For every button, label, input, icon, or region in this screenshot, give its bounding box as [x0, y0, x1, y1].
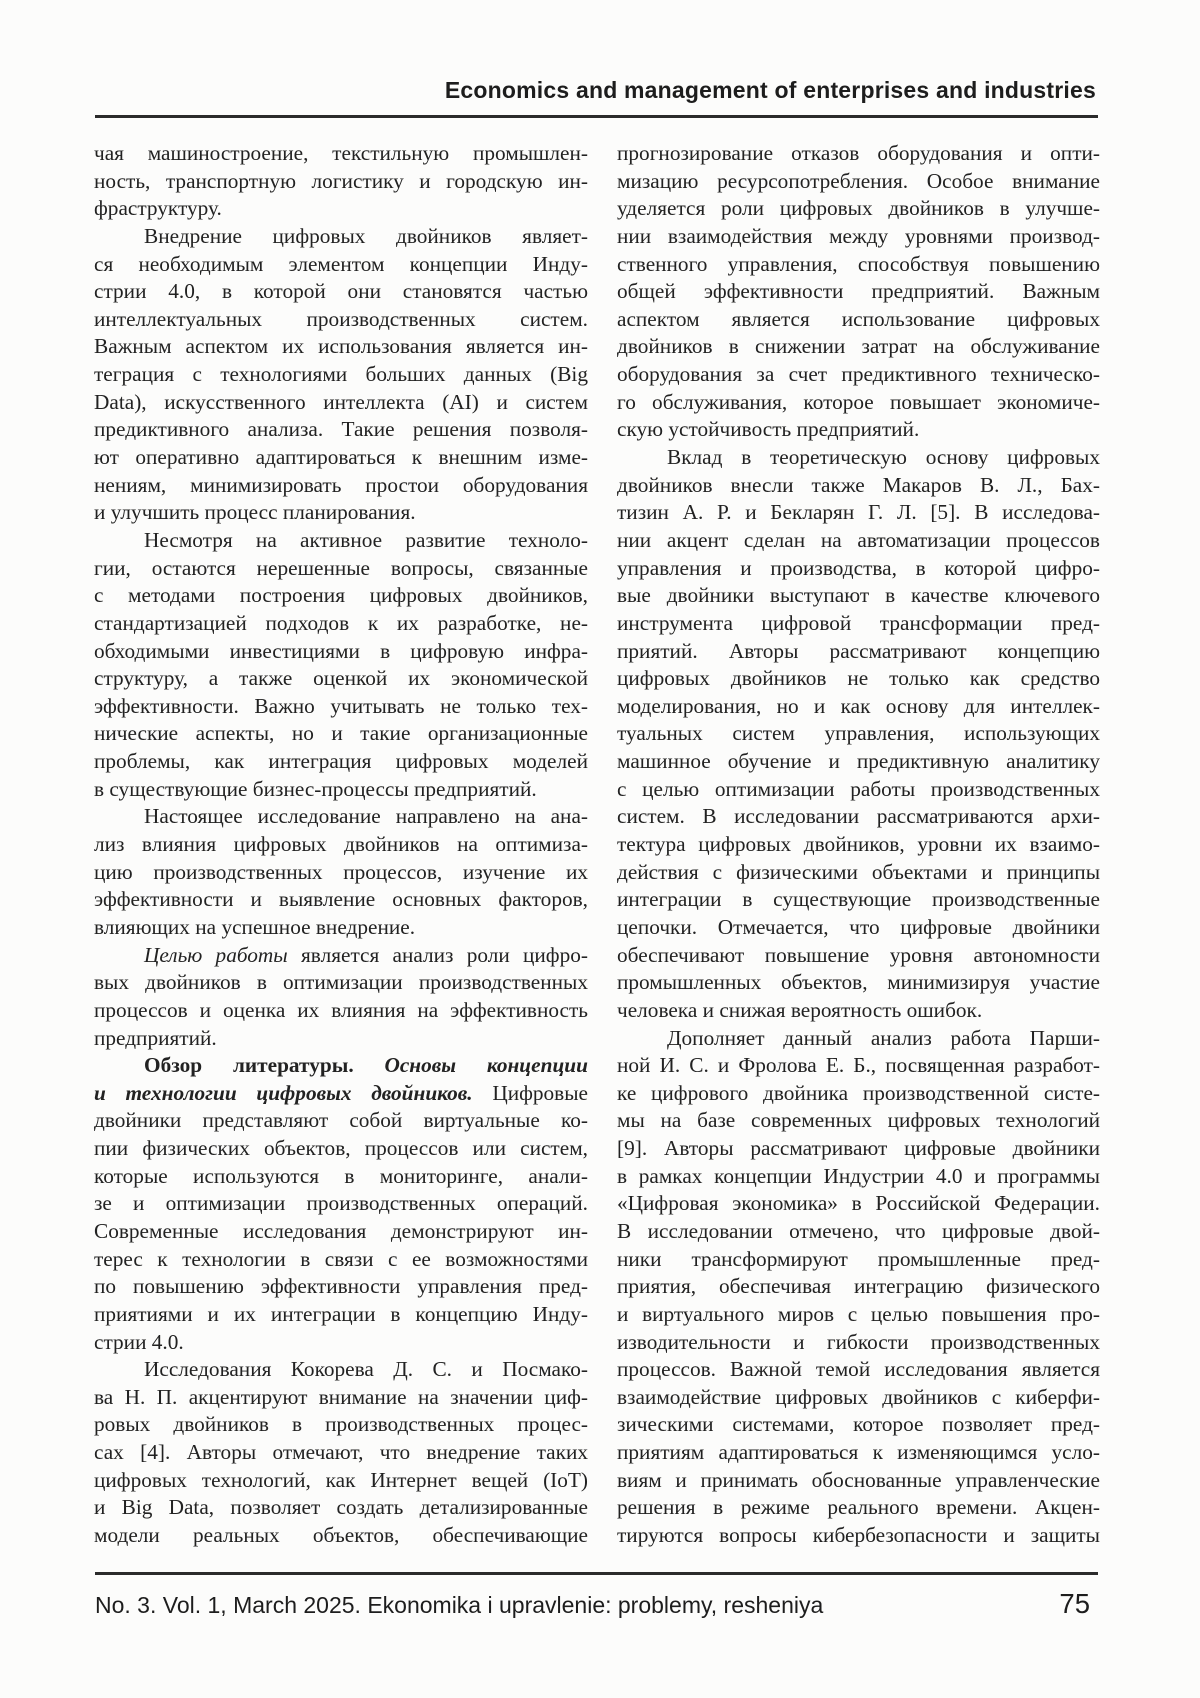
text-line — [94, 555, 588, 583]
text-line — [94, 1273, 588, 1301]
text-line — [617, 803, 1100, 831]
text-segment: является анализ роли цифро- — [287, 942, 588, 967]
text-segment: с методами построения цифровых двойников, — [94, 583, 588, 608]
text-segment: го обслуживания, которое повышает экономиче- — [617, 389, 1100, 414]
text-segment: ровых двойников в производственных процес- — [94, 1412, 588, 1437]
text-line — [94, 610, 588, 638]
text-segment: скую устойчивость предприятий. — [617, 417, 920, 442]
text-line — [617, 1384, 1100, 1412]
text-line — [94, 1467, 588, 1495]
text-line — [617, 444, 1100, 472]
text-line — [94, 1163, 588, 1191]
text-line — [94, 1190, 588, 1218]
text-line — [94, 1384, 588, 1412]
text-segment: сах [4]. Авторы отмечают, что внедрение таких — [94, 1440, 588, 1465]
text-segment: приятий. Авторы рассматривают концепцию — [617, 638, 1100, 663]
text-segment: двойников в снижении затрат на обслуживание — [617, 334, 1100, 359]
text-segment: приятия, обеспечивая интеграцию физического — [617, 1274, 1100, 1299]
text-line — [617, 1190, 1100, 1218]
text-segment: ной И. С. и Фролова Е. Б., посвященная разработ- — [617, 1053, 1100, 1078]
text-segment: В исследовании отмечено, что цифровые двой- — [617, 1218, 1100, 1243]
text-line — [617, 831, 1100, 859]
text-line — [617, 1135, 1100, 1163]
text-segment: туальных систем управления, использующих — [617, 721, 1100, 746]
text-segment: двойники представляют собой виртуальные ко- — [94, 1108, 588, 1133]
text-segment: приятиями и их интеграции в концепцию Инду- — [94, 1301, 588, 1326]
text-line — [94, 665, 588, 693]
text-segment: Целью работы — [144, 942, 288, 967]
text-segment: процессов и оценка их влияния на эффективность — [94, 997, 588, 1022]
text-line — [617, 555, 1100, 583]
text-line — [94, 444, 588, 472]
text-line — [617, 472, 1100, 500]
text-line — [94, 416, 588, 444]
text-segment: нениям, минимизировать простои оборудования — [94, 472, 588, 497]
text-segment: теграция с технологиями больших данных (Big — [94, 362, 588, 387]
text-line — [617, 251, 1100, 279]
text-line — [617, 361, 1100, 389]
text-segment: обходимыми инвестициями в цифровую инфра- — [94, 638, 588, 663]
text-segment: общей эффективности предприятий. Важным — [617, 279, 1100, 304]
text-line — [94, 195, 588, 223]
text-line — [94, 914, 588, 942]
text-line — [94, 251, 588, 279]
text-segment: цепочки. Отмечается, что цифровые двойники — [617, 914, 1100, 939]
text-segment: по повышению эффективности управления пред- — [94, 1274, 588, 1299]
text-line — [94, 1135, 588, 1163]
text-line — [94, 1218, 588, 1246]
text-segment: тизин А. Р. и Бекларян Г. Л. [5]. В исследова- — [617, 500, 1100, 525]
text-segment: структуру, а также оценкой их экономической — [94, 666, 588, 691]
text-line — [617, 527, 1100, 555]
text-segment: чая машиностроение, текстильную промышлен- — [94, 141, 588, 165]
text-segment: Цифровые — [472, 1080, 588, 1105]
text-line — [617, 720, 1100, 748]
text-line — [617, 1301, 1100, 1329]
text-line — [617, 168, 1100, 196]
text-segment: Исследования Кокорева Д. С. и Посмако- — [144, 1357, 588, 1382]
text-line — [94, 306, 588, 334]
text-line — [617, 389, 1100, 417]
text-segment: зическими системами, которое позволяет пред- — [617, 1412, 1100, 1437]
text-segment: Важным аспектом их использования является ин- — [94, 334, 588, 359]
text-segment: с целью оптимизации работы производственных — [617, 776, 1100, 801]
text-line — [94, 942, 588, 970]
text-line — [617, 1163, 1100, 1191]
running-head: Economics and management of enterprises and industries — [444, 77, 1096, 103]
text-line — [94, 1025, 588, 1053]
text-segment: влияющих на успешное внедрение. — [94, 914, 416, 939]
text-line — [94, 886, 588, 914]
text-segment: Несмотря на активное развитие техноло- — [144, 527, 588, 552]
journal-issue-line: No. 3. Vol. 1, March 2025. Ekonomika i upravlenie: problemy, resheniya — [95, 1592, 824, 1618]
text-column-left — [94, 140, 588, 1550]
text-line — [94, 278, 588, 306]
text-line — [94, 389, 588, 417]
text-segment: оборудования за счет предиктивного техническо- — [617, 362, 1100, 387]
text-segment: решения в режиме реального времени. Акцен- — [617, 1495, 1100, 1520]
text-line — [94, 527, 588, 555]
text-line — [94, 638, 588, 666]
page-footer — [95, 1588, 1098, 1620]
text-segment: Основы концепции — [384, 1053, 588, 1078]
text-segment: аспектом является использование цифровых — [617, 306, 1100, 331]
text-line — [94, 1301, 588, 1329]
text-line — [617, 1107, 1100, 1135]
text-segment: в существующие бизнес-процессы предприятий. — [94, 776, 537, 801]
text-line — [94, 333, 588, 361]
text-segment: виям и принимать обоснованные управленческие — [617, 1467, 1100, 1492]
text-line — [94, 472, 588, 500]
text-segment: мы на базе современных цифровых технологий — [617, 1108, 1100, 1133]
text-line — [94, 1107, 588, 1135]
text-segment: в рамках концепции Индустрии 4.0 и программы — [617, 1163, 1100, 1188]
text-segment: Обзор литературы. — [144, 1053, 385, 1078]
text-segment: прогнозирование отказов оборудования и опти- — [617, 141, 1100, 165]
text-line — [617, 223, 1100, 251]
text-line — [617, 610, 1100, 638]
text-segment: интеграции в существующие производственные — [617, 887, 1100, 912]
text-line — [617, 416, 1100, 444]
text-line — [94, 1329, 588, 1357]
text-line — [94, 997, 588, 1025]
text-line — [94, 831, 588, 859]
text-line — [617, 748, 1100, 776]
text-segment: нии акцент сделан на автоматизации процессов — [617, 527, 1100, 552]
text-segment: вых двойников в оптимизации производственных — [94, 970, 588, 995]
footer-rule — [95, 1572, 1098, 1575]
text-line — [617, 776, 1100, 804]
text-segment: и виртуального миров с целью повышения про- — [617, 1301, 1100, 1326]
text-line — [94, 969, 588, 997]
text-segment: интеллектуальных производственных систем. — [94, 306, 588, 331]
text-segment: которые используются в мониторинге, анали- — [94, 1163, 588, 1188]
text-line — [617, 195, 1100, 223]
text-line — [94, 168, 588, 196]
text-line — [617, 1025, 1100, 1053]
text-segment: моделирования, но и как основу для интеллек- — [617, 693, 1100, 718]
text-line — [94, 582, 588, 610]
text-line — [94, 140, 588, 168]
text-segment: управления и производства, в которой цифро- — [617, 555, 1100, 580]
text-line — [94, 361, 588, 389]
text-line — [617, 886, 1100, 914]
text-line — [617, 140, 1100, 168]
text-segment: лиз влияния цифровых двойников на оптимиза- — [94, 832, 588, 857]
text-segment: мизацию ресурсопотребления. Особое внимание — [617, 168, 1100, 193]
text-line — [94, 1356, 588, 1384]
text-segment: Data), искусственного интеллекта (AI) и систем — [94, 389, 588, 414]
text-line — [94, 720, 588, 748]
header-rule — [95, 115, 1098, 118]
text-segment: эффективности и выявление основных факторов, — [94, 887, 588, 912]
text-line — [617, 1467, 1100, 1495]
text-segment: стрии 4.0, в которой они становятся частью — [94, 279, 588, 304]
text-segment: терес к технологии в связи с ее возможностями — [94, 1246, 588, 1271]
text-segment: и улучшить процесс планирования. — [94, 500, 416, 525]
text-segment: пии физических объектов, процессов или систем, — [94, 1136, 588, 1161]
text-segment: предприятий. — [94, 1025, 217, 1050]
text-segment: «Цифровая экономика» в Российской Федерации. — [617, 1191, 1100, 1216]
text-line — [617, 1218, 1100, 1246]
text-segment: уделяется роли цифровых двойников в улучше- — [617, 196, 1100, 221]
text-segment: Вклад в теоретическую основу цифровых — [667, 445, 1100, 470]
text-segment: гии, остаются нерешенные вопросы, связанные — [94, 555, 588, 580]
text-segment: Внедрение цифровых двойников являет- — [144, 223, 588, 248]
text-line — [617, 638, 1100, 666]
text-segment: эффективности. Важно учитывать не только тех- — [94, 693, 588, 718]
text-line — [617, 1080, 1100, 1108]
text-segment: ют оперативно адаптироваться к внешним изме- — [94, 445, 588, 470]
text-line — [94, 1080, 588, 1108]
text-line — [617, 1411, 1100, 1439]
text-line — [617, 1246, 1100, 1274]
text-segment: ственного управления, способствуя повышению — [617, 251, 1100, 276]
text-segment: ники трансформируют промышленные пред- — [617, 1246, 1100, 1271]
text-segment: предиктивного анализа. Такие решения позволя- — [94, 417, 588, 442]
text-segment: нические аспекты, но и такие организационные — [94, 721, 588, 746]
text-segment: вые двойники выступают в качестве ключевого — [617, 583, 1100, 608]
text-segment: двойников внесли также Макаров В. Л., Бах- — [617, 472, 1100, 497]
text-segment: машинное обучение и предиктивную аналитику — [617, 749, 1100, 774]
page-number: 75 — [1059, 1588, 1090, 1619]
text-line — [617, 1273, 1100, 1301]
text-segment: цифровых технологий, как Интернет вещей (IoT) — [94, 1467, 588, 1492]
text-segment: ность, транспортную логистику и городскую ин- — [94, 168, 588, 193]
text-segment: систем. В исследовании рассматриваются архи- — [617, 804, 1100, 829]
text-segment: обеспечивают повышение уровня автономности — [617, 942, 1100, 967]
text-line — [94, 223, 588, 251]
text-line — [617, 1439, 1100, 1467]
text-line — [617, 278, 1100, 306]
text-line — [617, 582, 1100, 610]
text-line — [617, 499, 1100, 527]
text-line — [617, 969, 1100, 997]
text-column-right — [617, 140, 1100, 1550]
text-segment: действия с физическими объектами и принципы — [617, 859, 1100, 884]
text-line — [94, 1439, 588, 1467]
text-segment: цифровых двойников не только как средство — [617, 666, 1100, 691]
text-segment: и Big Data, позволяет создать детализированные — [94, 1495, 588, 1520]
text-line — [617, 1494, 1100, 1522]
text-line — [94, 748, 588, 776]
text-segment: Современные исследования демонстрируют ин- — [94, 1218, 588, 1243]
text-segment: стрии 4.0. — [94, 1329, 184, 1354]
text-segment: приятиям адаптироваться к изменяющимся усло- — [617, 1440, 1100, 1465]
text-segment: и технологии цифровых двойников. — [94, 1080, 473, 1105]
text-line — [94, 499, 588, 527]
text-line — [617, 1522, 1100, 1550]
text-line — [94, 1052, 588, 1080]
text-segment: процессов. Важной темой исследования является — [617, 1357, 1100, 1382]
text-line — [94, 693, 588, 721]
text-segment: промышленных объектов, минимизируя участие — [617, 970, 1100, 995]
text-segment: Дополняет данный анализ работа Парши- — [667, 1025, 1100, 1050]
text-line — [94, 859, 588, 887]
text-line — [617, 914, 1100, 942]
text-segment: Настоящее исследование направлено на ана- — [144, 804, 588, 829]
text-segment: цию производственных процессов, изучение их — [94, 859, 588, 884]
text-line — [617, 1329, 1100, 1357]
text-segment: зе и оптимизации производственных операций. — [94, 1191, 588, 1216]
text-line — [617, 306, 1100, 334]
text-segment: тируются вопросы кибербезопасности и защиты — [617, 1523, 1100, 1548]
text-line — [94, 776, 588, 804]
text-segment: ся необходимым элементом концепции Инду- — [94, 251, 588, 276]
text-segment: ке цифрового двойника производственной систе- — [617, 1080, 1100, 1105]
text-line — [617, 665, 1100, 693]
text-segment: инструмента цифровой трансформации пред- — [617, 610, 1100, 635]
text-segment: ва Н. П. акцентируют внимание на значении циф- — [94, 1384, 588, 1409]
text-segment: модели реальных объектов, обеспечивающие — [94, 1523, 588, 1548]
text-segment: человека и снижая вероятность ошибок. — [617, 997, 983, 1022]
text-line — [94, 803, 588, 831]
text-segment: фраструктуру. — [94, 196, 222, 221]
text-line — [617, 997, 1100, 1025]
text-segment: проблемы, как интеграция цифровых моделей — [94, 749, 588, 774]
text-line — [617, 1052, 1100, 1080]
text-line — [617, 859, 1100, 887]
text-line — [617, 333, 1100, 361]
text-line — [617, 693, 1100, 721]
text-line — [617, 942, 1100, 970]
text-segment: тектура цифровых двойников, уровни их взаимо- — [617, 832, 1100, 857]
text-line — [94, 1246, 588, 1274]
text-segment: нии взаимодействия между уровнями производ- — [617, 223, 1100, 248]
text-line — [617, 1356, 1100, 1384]
text-segment: взаимодействие цифровых двойников с киберфи- — [617, 1384, 1100, 1409]
text-segment: [9]. Авторы рассматривают цифровые двойники — [617, 1136, 1100, 1161]
text-segment: изводительности и гибкости производственных — [617, 1329, 1100, 1354]
text-segment: стандартизацией подходов к их разработке, не- — [94, 610, 588, 635]
text-line — [94, 1522, 588, 1550]
text-line — [94, 1411, 588, 1439]
text-line — [94, 1494, 588, 1522]
